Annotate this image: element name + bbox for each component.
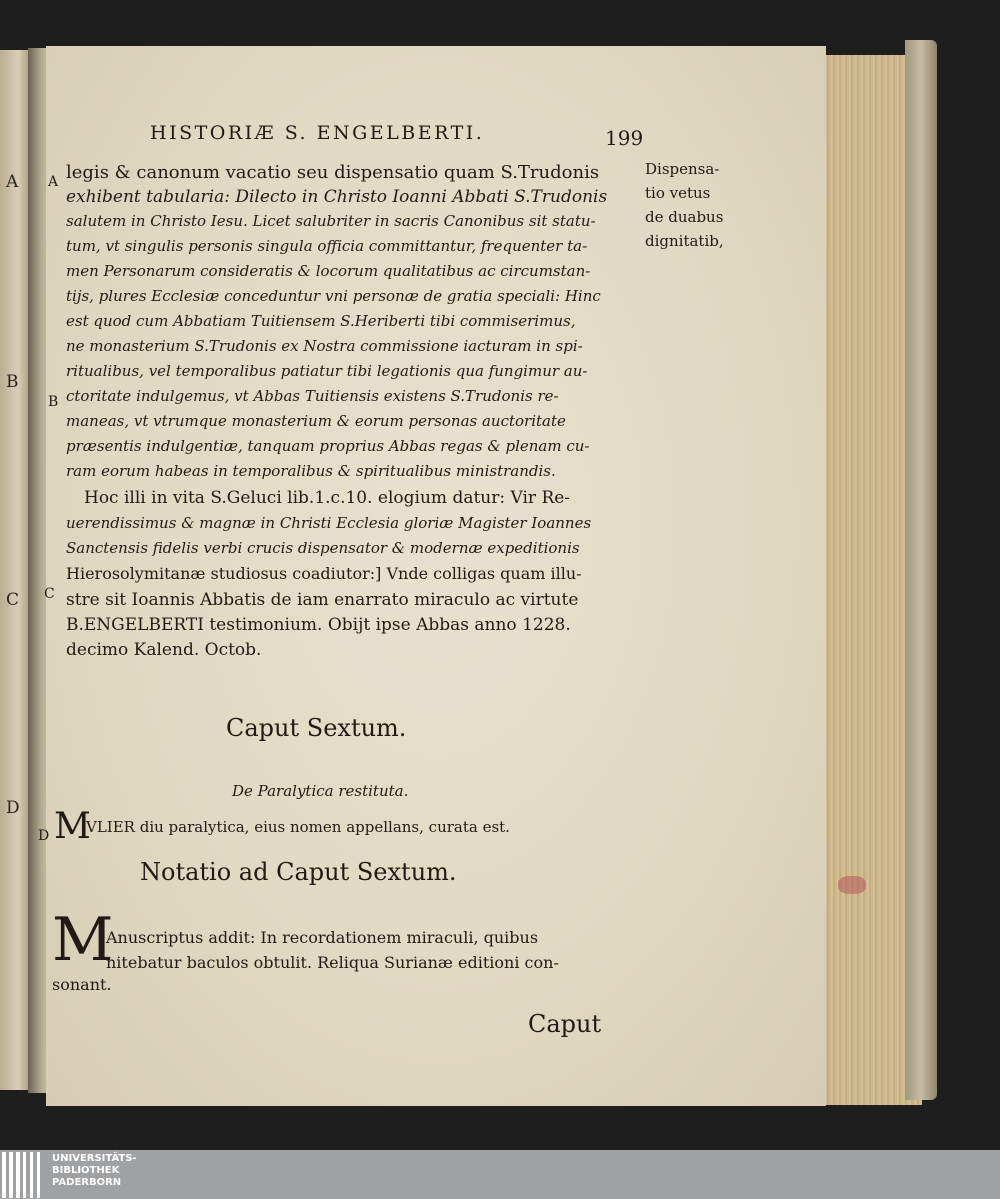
margin-note-line: dignitatib, (645, 232, 724, 250)
notes-line: nitebatur baculos obtulit. Reliqua Surianæ editioni con- (106, 953, 559, 972)
body-line: decimo Kalend. Octob. (66, 640, 262, 660)
margin-note-line: Dispensa- (645, 160, 720, 178)
catchword: Caput (528, 1010, 602, 1038)
body-line: Hierosolymitanæ studiosus coadiutor:] Vnde colligas quam illu- (66, 564, 582, 583)
library-footer (0, 1150, 1000, 1199)
body-line: ram eorum habeas in temporalibus & spiritualibus ministrandis. (66, 462, 556, 480)
side-letter-c: C (6, 590, 20, 610)
body-line: Hoc illi in vita S.Geluci lib.1.c.10. elogium datur: Vir Re- (84, 488, 571, 508)
chapter-drop-cap: M (54, 806, 91, 847)
body-line: maneas, vt vtrumque monasterium & eorum personas auctoritate (66, 412, 566, 430)
section-marker-c: C (44, 586, 55, 602)
library-name-line: PADERBORN (52, 1177, 122, 1188)
book-cover-edge (905, 40, 937, 1100)
body-line: ritualibus, vel temporalibus patiatur tibi legationis qua fungimur au- (66, 362, 588, 380)
body-line: exhibent tabularia: Dilecto in Christo Ioanni Abbati S.Trudonis (66, 187, 608, 207)
body-line: ne monasterium S.Trudonis ex Nostra commissione iacturam in spi- (66, 337, 583, 355)
page-stain (838, 876, 866, 894)
body-line: Sanctensis fidelis verbi crucis dispensator & modernæ expeditionis (66, 539, 580, 557)
body-line: stre sit Ioannis Abbatis de iam enarrato miraculo ac virtute (66, 590, 579, 610)
section-marker-d: D (38, 828, 50, 844)
body-line: ctoritate indulgemus, vt Abbas Tuitiensis existens S.Trudonis re- (66, 387, 559, 405)
library-name-line: BIBLIOTHEK (52, 1165, 120, 1176)
body-line: B.ENGELBERTI testimonium. Obijt ipse Abbas anno 1228. (66, 615, 571, 635)
section-marker-b: B (48, 394, 59, 410)
body-line: salutem in Christo Iesu. Licet salubriter in sacris Canonibus sit statu- (66, 212, 596, 230)
page-number: 199 (605, 126, 644, 150)
body-line: est quod cum Abbatiam Tuitiensem S.Heriberti tibi commiserimus, (66, 312, 576, 330)
side-letter-a: A (6, 172, 19, 192)
body-line: præsentis indulgentiæ, tanquam proprius Abbas regas & plenam cu- (66, 437, 590, 455)
body-line: legis & canonum vacatio seu dispensatio quam S.Trudonis (66, 162, 600, 183)
body-line: tum, vt singulis personis singula officia committantur, frequenter ta- (66, 237, 588, 255)
side-letter-d: D (6, 798, 20, 818)
chapter-subtitle: De Paralytica restituta. (232, 782, 409, 800)
margin-note-line: tio vetus (645, 184, 711, 202)
notes-drop-cap: M (52, 905, 114, 975)
notes-title: Notatio ad Caput Sextum. (140, 858, 457, 886)
notes-line: Anuscriptus addit: In recordationem miraculi, quibus (106, 928, 539, 947)
chapter-line: VLIER diu paralytica, eius nomen appellans, curata est. (86, 818, 510, 836)
side-letter-b: B (6, 372, 19, 392)
body-line: men Personarum consideratis & locorum qualitatibus ac circumstan- (66, 262, 591, 280)
chapter-title: Caput Sextum. (226, 714, 407, 742)
library-name (52, 1153, 137, 1189)
running-title: HISTORIÆ S. ENGELBERTI. (150, 122, 485, 144)
body-line: tijs, plures Ecclesiæ conceduntur vni personæ de gratia speciali: Hinc (66, 287, 601, 305)
library-logo-icon (0, 1152, 46, 1198)
section-marker-a: A (48, 174, 59, 190)
notes-line: sonant. (52, 975, 112, 994)
body-line: uerendissimus & magnæ in Christi Ecclesia gloriæ Magister Ioannes (66, 514, 592, 532)
library-name-line: UNIVERSITÄTS- (52, 1153, 137, 1164)
facing-page-edge (0, 50, 31, 1090)
margin-note-line: de duabus (645, 208, 724, 226)
